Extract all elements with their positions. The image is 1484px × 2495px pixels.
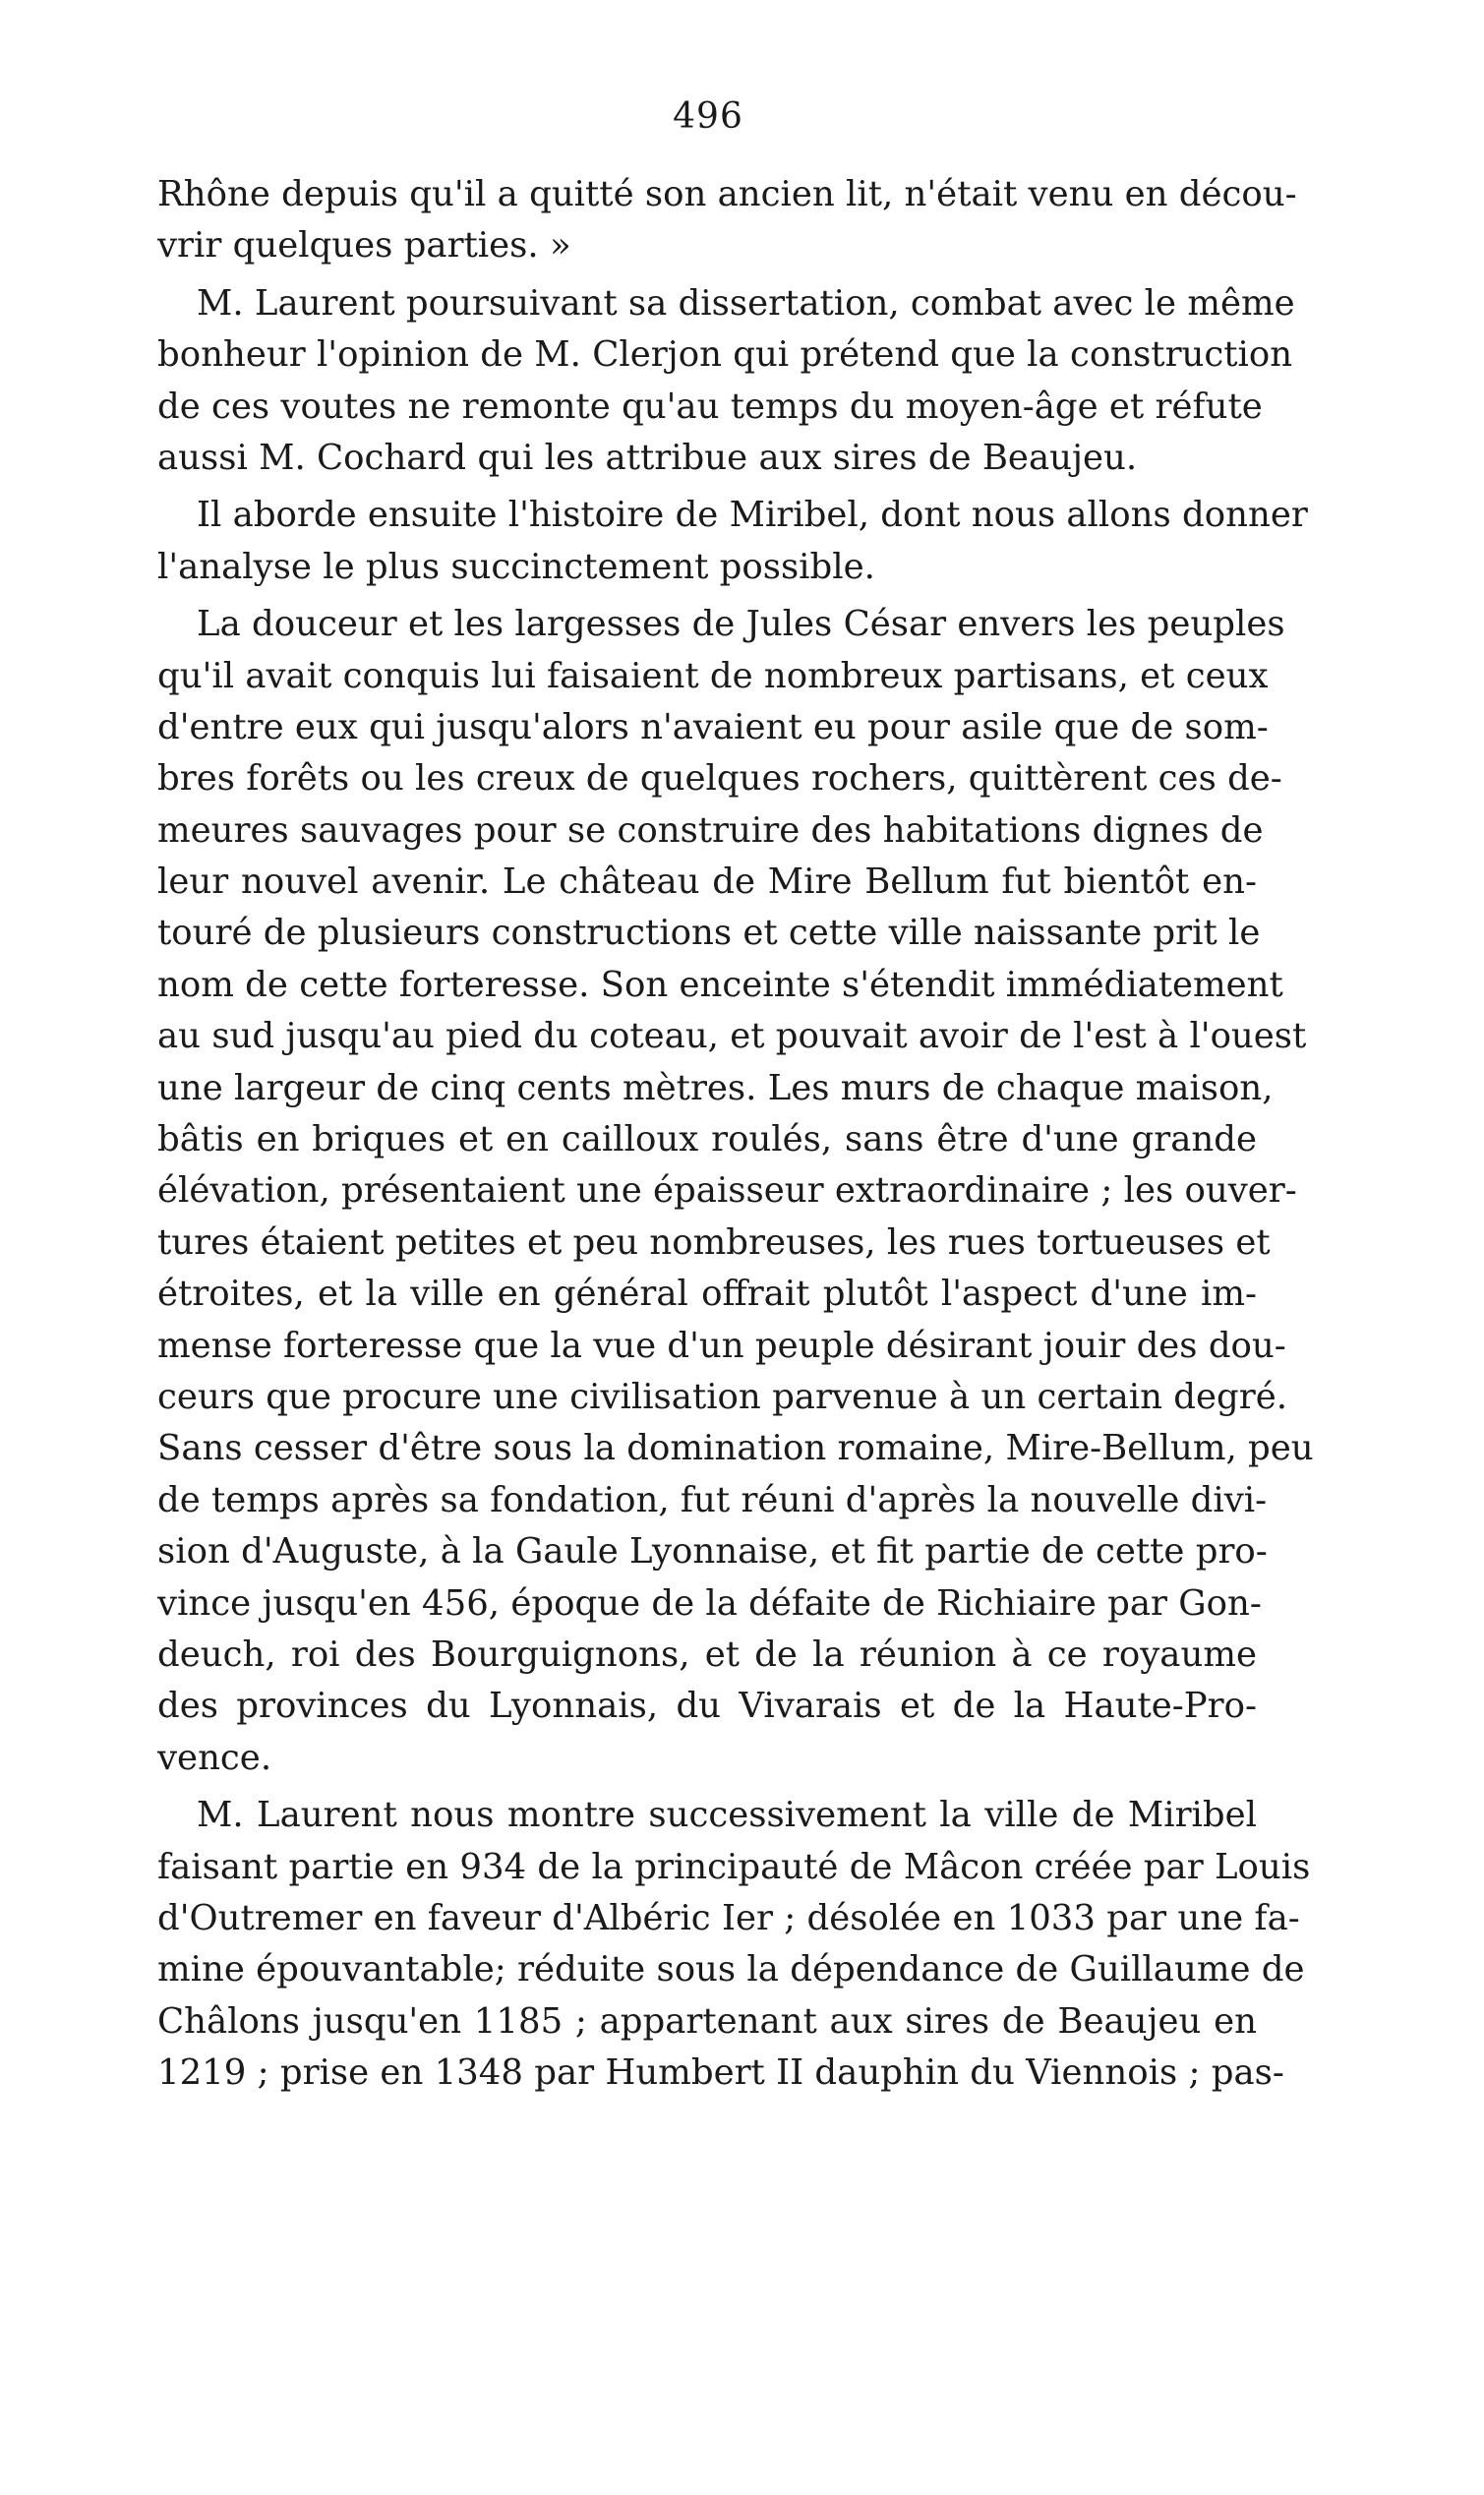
text-line: bonheur l'opinion de M. Clerjon qui prétend que la construction	[157, 334, 1293, 376]
text-line: Rhône depuis qu'il a quitté son ancien lit, n'était venu en décou-	[157, 174, 1297, 214]
text-line: une largeur de cinq cents mètres. Les murs de chaque maison,	[157, 1067, 1274, 1108]
page-number: 496	[673, 96, 743, 137]
text-line: au sud jusqu'au pied du coteau, et pouvait avoir de l'est à l'ouest	[157, 1016, 1307, 1057]
text-line: La douceur et les largesses de Jules César envers les peuples	[197, 604, 1285, 645]
text-line: qu'il avait conquis lui faisaient de nombreux partisans, et ceux	[157, 655, 1269, 696]
text-line: deuch, roi des Bourguignons, et de la réunion à ce royaume	[157, 1634, 1257, 1675]
text-line: de ces voutes ne remonte qu'au temps du moyen-âge et réfute	[157, 386, 1263, 427]
text-line: bâtis en briques et en cailloux roulés, sans être d'une grande	[157, 1119, 1257, 1160]
text-line: bres forêts ou les creux de quelques rochers, quittèrent ces de-	[157, 758, 1282, 800]
paragraph	[157, 278, 1295, 485]
paragraph	[157, 1790, 1311, 2099]
text-line: sion d'Auguste, à la Gaule Lyonnaise, et fit partie de cette pro-	[157, 1531, 1268, 1573]
text-line: nom de cette forteresse. Son enceinte s'étendit immédiatement	[157, 964, 1283, 1005]
paragraph	[157, 169, 1297, 272]
text-line: vence.	[157, 1737, 272, 1778]
text-line: des provinces du Lyonnais, du Vivarais et de la Haute-Pro-	[157, 1686, 1257, 1727]
body-text	[157, 169, 1314, 2099]
text-line: meures sauvages pour se construire des habitations dignes de	[157, 809, 1264, 851]
text-line: Châlons jusqu'en 1185 ; appartenant aux sires de Beaujeu en	[157, 2000, 1257, 2042]
text-line: mense forteresse que la vue d'un peuple désirant jouir des dou-	[157, 1325, 1286, 1366]
text-line: mine épouvantable; réduite sous la dépendance de Guillaume de	[157, 1949, 1305, 1990]
text-line: l'analyse le plus succinctement possible.	[157, 546, 875, 587]
text-line: de temps après sa fondation, fut réuni d'après la nouvelle divi-	[157, 1479, 1268, 1520]
text-line: M. Laurent poursuivant sa dissertation, combat avec le même	[197, 282, 1295, 324]
text-line: Il aborde ensuite l'histoire de Miribel, dont nous allons donner	[197, 495, 1308, 536]
text-line: vrir quelques parties. »	[157, 225, 571, 267]
text-line: aussi M. Cochard qui les attribue aux sires de Beaujeu.	[157, 437, 1138, 478]
text-line: faisant partie en 934 de la principauté de Mâcon créée par Louis	[157, 1846, 1311, 1887]
text-line: élévation, présentaient une épaisseur extraordinaire ; les ouver-	[157, 1170, 1297, 1212]
text-line: touré de plusieurs constructions et cette ville naissante prit le	[157, 913, 1261, 954]
text-line: Sans cesser d'être sous la domination romaine, Mire-Bellum, peu	[157, 1428, 1314, 1469]
text-line: 1219 ; prise en 1348 par Humbert II dauphin du Viennois ; pas-	[157, 2052, 1284, 2094]
text-line: M. Laurent nous montre successivement la ville de Miribel	[197, 1795, 1257, 1836]
paragraph	[157, 490, 1308, 593]
paragraph	[157, 599, 1314, 1784]
text-line: ceurs que procure une civilisation parvenue à un certain degré.	[157, 1376, 1288, 1417]
text-line: leur nouvel avenir. Le château de Mire Bellum fut bientôt en-	[157, 861, 1257, 903]
text-line: d'Outremer en faveur d'Albéric Ier ; désolée en 1033 par une fa-	[157, 1897, 1300, 1938]
text-line: étroites, et la ville en général offrait plutôt l'aspect d'une im-	[157, 1274, 1257, 1315]
text-line: vince jusqu'en 456, époque de la défaite de Richiaire par Gon-	[157, 1582, 1262, 1624]
text-line: d'entre eux qui jusqu'alors n'avaient eu pour asile que de som-	[157, 706, 1269, 747]
text-line: tures étaient petites et peu nombreuses, les rues tortueuses et	[157, 1221, 1271, 1263]
